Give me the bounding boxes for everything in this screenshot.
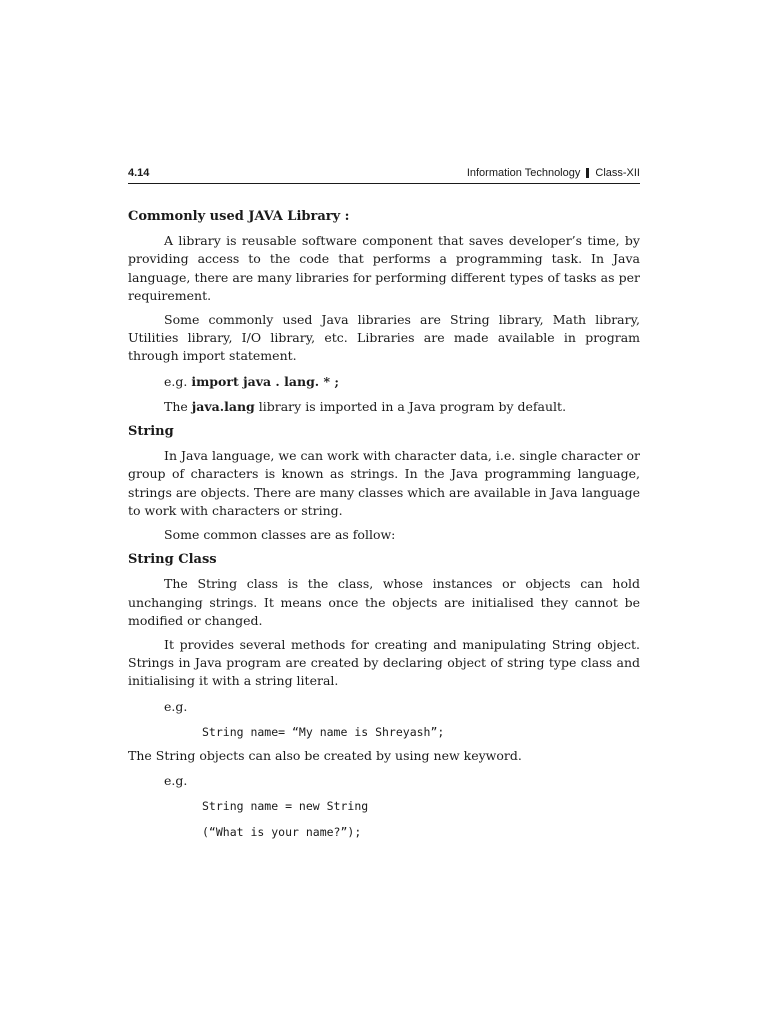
page-content (128, 208, 640, 841)
page-number: 4.14 (128, 167, 150, 179)
eg-label-2: e.g. (164, 773, 188, 789)
code-example-new-line2: (“What is your name?”); (202, 824, 362, 839)
default-suffix: library is imported in a Java program by default. (254, 398, 567, 414)
java-lang-term: java.lang (191, 398, 255, 414)
code-example-new-line1: String name = new String (202, 799, 369, 814)
paragraph-string-intro: In Java language, we can work with character data, i.e. single character or group of characters is known as strings. In the Java programming language, strings are objects. There are many classes which are available in Java language to work with characters or string. (128, 448, 640, 518)
paragraph-string-class: The String class is the class, whose instances or objects can hold unchanging strings. It means once the objects are initialised they cannot be modified or changed. (128, 576, 640, 628)
example-prefix: e.g. (164, 373, 192, 389)
import-statement: import java . lang. * ; (191, 373, 340, 389)
header-right (467, 167, 640, 179)
class-label: Class-XII (595, 167, 640, 179)
paragraph-library-intro: A library is reusable software component that saves developer’s time, by providing access to the code that performs a programming task. In Java language, there are many libraries for performing different types of tasks as per requirement. (128, 233, 640, 303)
running-header (128, 164, 640, 184)
document-page (128, 164, 640, 841)
paragraph-default-library (128, 398, 640, 416)
import-example (128, 373, 640, 391)
section-heading-string: String (128, 424, 174, 440)
header-separator (586, 168, 589, 178)
eg-label-1: e.g. (164, 698, 188, 714)
paragraph-common-classes: Some common classes are as follow: (164, 527, 396, 543)
default-prefix: The (164, 398, 192, 414)
paragraph-new-keyword: The String objects can also be created by using new keyword. (128, 748, 522, 764)
code-example-literal: String name= “My name is Shreyash”; (202, 724, 445, 739)
book-title: Information Technology (466, 167, 581, 179)
paragraph-string-methods: It provides several methods for creating and manipulating String object. Strings in Java program are created by declaring object of string type class and initialising it with a string literal. (128, 637, 640, 689)
section-heading-string-class: String Class (128, 552, 217, 568)
section-heading-java-library: Commonly used JAVA Library : (128, 209, 350, 224)
paragraph-common-libraries: Some commonly used Java libraries are String library, Math library, Utilities library, I/O library, etc. Libraries are made available in program through import statement. (128, 312, 640, 364)
